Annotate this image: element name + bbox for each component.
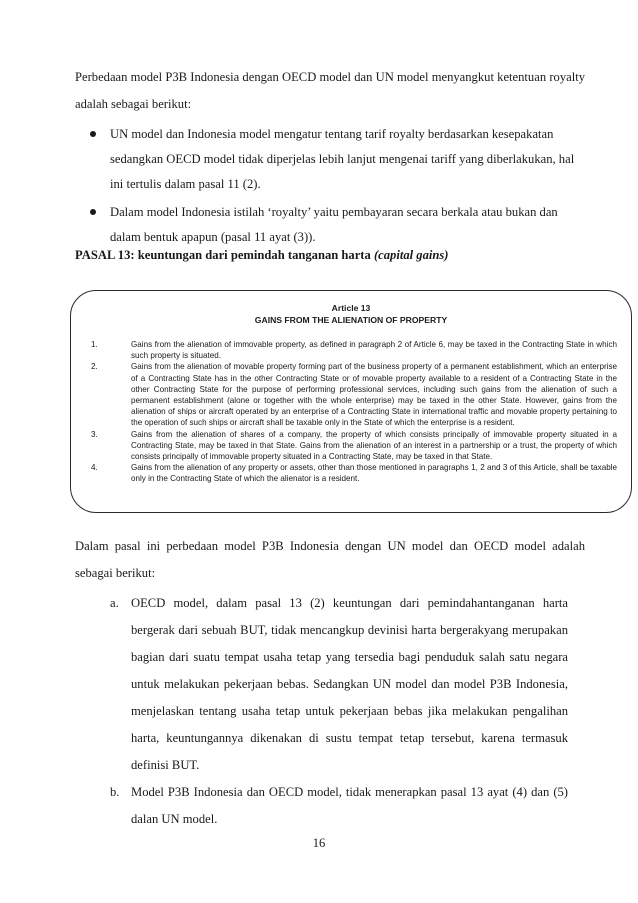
- article-item: [91, 339, 617, 361]
- article-item: [91, 429, 617, 463]
- list-item-label: b.: [110, 785, 120, 799]
- ordered-list: [110, 590, 568, 833]
- article-item: [91, 361, 617, 428]
- article-item-text: Gains from the alienation of shares of a company, the property of which consists principally of immovable property situated in a Contracting State, may be taxed in that State. Gains from the alienation of an interest in a partnership or a trust, the property of which consists principally of immovable property situated in a Contracting State, may be taxed in that State.: [131, 429, 617, 462]
- page-number: 16: [312, 836, 326, 850]
- article-box: [70, 290, 632, 513]
- list-item-text: OECD model, dalam pasal 13 (2) keuntungan dari pemindahantanganan harta bergerak dari sebuah BUT, tidak mencangkup devinisi harta bergerakyang merupakan bagian dari suatu tempat usaha tetap yang tersedia bagi penduduk salah satu negara untuk melakukan pekerjaan bebas. Sedangkan UN model dan model P3B Indonesia, menjelaskan tentang usaha tetap untuk pekerjaan bebas jika melakukan pengalihan harta, keuntungannya dikenakan di sustu tempat tetap tersebut, karena termasuk definisi BUT.: [131, 596, 568, 772]
- article-list: [91, 339, 617, 485]
- bullet-item: [88, 200, 585, 250]
- article-item-number: 4.: [91, 463, 98, 473]
- article-subtitle: GAINS FROM THE ALIENATION OF PROPERTY: [254, 315, 448, 325]
- bullet-text: Dalam model Indonesia istilah ‘royalty’ yaitu pembayaran secara berkala atau bukan dan dalam bentuk apapun (pasal 11 ayat (3)).: [110, 205, 558, 244]
- bullet-list: [88, 122, 585, 253]
- section-heading: [75, 248, 448, 263]
- article-title: Article 13: [331, 303, 371, 313]
- list-item-text: Model P3B Indonesia dan OECD model, tidak menerapkan pasal 13 ayat (4) dan (5) dalan UN model.: [131, 785, 568, 826]
- intro-paragraph: Perbedaan model P3B Indonesia dengan OECD model dan UN model menyangkut ketentuan royalty adalah sebagai berikut:: [75, 70, 585, 111]
- list-item: [110, 779, 568, 833]
- list-item: [110, 590, 568, 779]
- bullet-item: [88, 122, 585, 197]
- article-item-text: Gains from the alienation of any property or assets, other than those mentioned in paragraphs 1, 2 and 3 of this Article, shall be taxable only in the Contracting State of which the alienator is a resident.: [131, 463, 617, 484]
- article-item: [91, 462, 617, 484]
- article-item-number: 1.: [91, 340, 98, 349]
- list-item-label: a.: [110, 596, 119, 610]
- bullet-dot-icon: [90, 209, 96, 215]
- second-paragraph: Dalam pasal ini perbedaan model P3B Indonesia dengan UN model dan OECD model adalah sebagai berikut:: [75, 539, 585, 580]
- bullet-text: UN model dan Indonesia model mengatur tentang tarif royalty berdasarkan kesepakatan sedangkan OECD model tidak diperjelas lebih lanjut mengenai tariff yang diberlakukan, hal ini tertulis dalam pasal 11 (2).: [110, 127, 575, 191]
- article-item-number: 3.: [91, 429, 98, 439]
- article-item-text: Gains from the alienation of immovable property, as defined in paragraph 2 of Article 6, may be taxed in the Contracting State in which such property is situated.: [131, 340, 617, 361]
- section-heading-main: PASAL 13: keuntungan dari pemindah tanganan harta: [75, 248, 371, 262]
- section-heading-italic: (capital gains): [373, 248, 449, 262]
- article-item-number: 2.: [91, 362, 98, 372]
- article-item-text: Gains from the alienation of movable property forming part of the business property of a permanent establishment, which an enterprise of a Contracting State has in the other Contracting State or of movable property available to a resident of a Contracting State in the other Contracting State for the purpose of performing professional services, including such gains from the alienation of such a permanent establishment (alone or together with the whole enterprise) may be taxed in the other State. However, gains from the alienation of ships or aircraft operated by an enterprise of a Contracting State in international traffic and movable property pertaining to the operation of such ships or aircraft shall be taxable only in the State of which the enterprise is a resident.: [131, 362, 617, 428]
- bullet-dot-icon: [90, 131, 96, 137]
